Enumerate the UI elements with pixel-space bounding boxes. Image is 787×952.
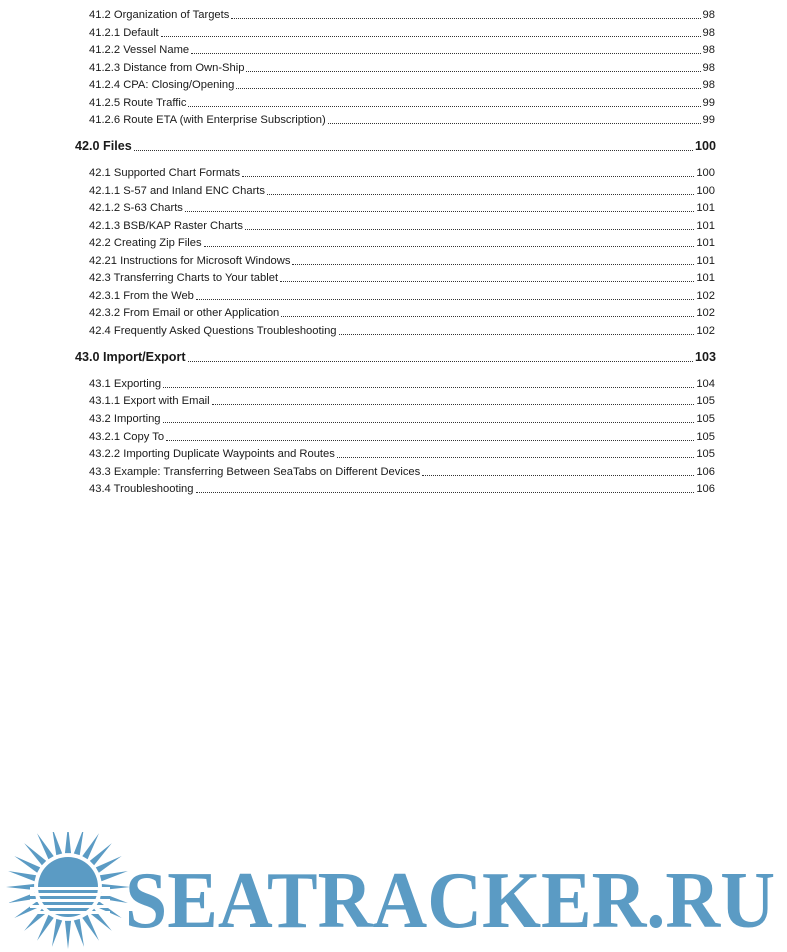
dot-leader [185, 210, 694, 212]
toc-entry[interactable] [89, 236, 715, 250]
toc-entry[interactable] [89, 289, 715, 303]
sun-ray [14, 856, 40, 873]
watermark-text: SEATRACKER.RU [125, 857, 775, 945]
toc-entry-page: 98 [702, 62, 715, 74]
toc-entry-page: 102 [696, 290, 715, 302]
toc-entry[interactable] [89, 201, 715, 215]
dot-leader [245, 228, 694, 230]
sun-ray [82, 833, 99, 859]
toc-entry-page: 105 [696, 413, 715, 425]
toc-entry-page: 101 [696, 237, 715, 249]
sun-ray [74, 919, 84, 947]
toc-entry-label: 42.1.3 BSB/KAP Raster Charts [89, 220, 244, 232]
toc-chapter-page: 100 [694, 139, 716, 153]
dot-leader [196, 491, 695, 493]
sun-ray [74, 832, 84, 855]
toc-entry-label: 42.3.2 From Email or other Application [89, 307, 280, 319]
sun-ray [37, 915, 54, 941]
toc-chapter-label: 43.0 Import/Export [75, 350, 186, 364]
toc-entry-label: 42.3 Transferring Charts to Your tablet [89, 272, 279, 284]
sun-ray [6, 884, 34, 890]
sun-ray [8, 871, 36, 881]
dot-leader [188, 105, 700, 107]
sun-ray [96, 901, 122, 918]
toc-entry[interactable] [89, 465, 715, 479]
toc-entry[interactable] [89, 78, 715, 92]
dot-leader [422, 474, 694, 476]
dot-leader [246, 70, 700, 72]
toc-entry-page: 99 [702, 97, 715, 109]
toc-entry-page: 98 [702, 44, 715, 56]
seatracker-watermark [0, 832, 787, 952]
toc-entry-label: 42.3.1 From the Web [89, 290, 194, 302]
toc-entry[interactable] [89, 271, 715, 285]
toc-entry-page: 101 [696, 272, 715, 284]
toc-entry[interactable] [89, 26, 715, 40]
dot-leader [204, 245, 695, 247]
toc-entry-label: 42.4 Frequently Asked Questions Troubleshooting [89, 325, 337, 337]
toc-entry[interactable] [89, 377, 715, 391]
toc-entry-page: 106 [696, 483, 715, 495]
toc-entry[interactable] [89, 43, 715, 57]
dot-leader [267, 193, 694, 195]
toc-entry-label: 42.1.2 S-63 Charts [89, 202, 183, 214]
toc-entry-page: 105 [696, 431, 715, 443]
toc-entry[interactable] [89, 430, 715, 444]
toc-entry[interactable] [89, 184, 715, 198]
sun-ray [100, 871, 128, 881]
seatracker-watermark-svg [0, 832, 787, 952]
sun-ray [82, 915, 99, 941]
toc-entry-page: 98 [702, 9, 715, 21]
toc-entry[interactable] [89, 394, 715, 408]
toc-entry-page: 99 [702, 114, 715, 126]
toc-entry[interactable] [89, 254, 715, 268]
toc-entry-page: 106 [696, 466, 715, 478]
toc-entry[interactable] [89, 8, 715, 22]
dot-leader [292, 263, 694, 265]
toc-entry[interactable] [89, 412, 715, 426]
sun-ray [14, 901, 40, 918]
toc-entry-page: 101 [696, 220, 715, 232]
dot-leader [188, 360, 693, 362]
toc-entry-label: 41.2.6 Route ETA (with Enterprise Subscription) [89, 114, 326, 126]
sun-ray [52, 832, 62, 855]
toc-entry-label: 41.2 Organization of Targets [89, 9, 230, 21]
toc-entry[interactable] [89, 96, 715, 110]
toc-entry-label: 42.1 Supported Chart Formats [89, 167, 241, 179]
dot-leader [163, 421, 695, 423]
toc-entry-label: 43.3 Example: Transferring Between SeaTabs on Different Devices [89, 466, 421, 478]
toc-entry-page: 98 [702, 79, 715, 91]
toc-entry-label: 43.2.1 Copy To [89, 431, 165, 443]
toc-entry-page: 105 [696, 395, 715, 407]
toc-entry[interactable] [89, 482, 715, 496]
toc-entry-label: 41.2.5 Route Traffic [89, 97, 187, 109]
dot-leader [212, 403, 695, 405]
sun-ray [65, 832, 71, 853]
toc-entry-label: 43.2 Importing [89, 413, 161, 425]
toc-chapter-heading[interactable] [75, 139, 716, 154]
dot-leader [161, 35, 701, 37]
dot-leader [281, 315, 694, 317]
toc-entry-page: 102 [696, 325, 715, 337]
toc-entry[interactable] [89, 447, 715, 461]
toc-entry-label: 41.2.2 Vessel Name [89, 44, 190, 56]
dot-leader [166, 439, 694, 441]
dot-leader [196, 298, 694, 300]
toc-entry[interactable] [89, 166, 715, 180]
toc-entry-label: 42.2 Creating Zip Files [89, 237, 202, 249]
toc-entry-label: 43.1.1 Export with Email [89, 395, 210, 407]
dot-leader [231, 17, 700, 19]
dot-leader [191, 52, 700, 54]
toc-entry[interactable] [89, 306, 715, 320]
toc-entry-label: 41.2.1 Default [89, 27, 159, 39]
toc-entry-label: 42.21 Instructions for Microsoft Windows [89, 255, 291, 267]
toc-entry-page: 105 [696, 448, 715, 460]
dot-leader [328, 122, 701, 124]
sun-ray [65, 921, 71, 949]
toc-entry-page: 102 [696, 307, 715, 319]
toc-entry[interactable] [89, 61, 715, 75]
toc-entry-label: 41.2.4 CPA: Closing/Opening [89, 79, 235, 91]
dot-leader [337, 456, 694, 458]
toc-entry-page: 104 [696, 378, 715, 390]
toc-entry-label: 42.1.1 S-57 and Inland ENC Charts [89, 185, 265, 197]
toc-chapter-label: 42.0 Files [75, 139, 132, 153]
toc-entry-page: 101 [696, 255, 715, 267]
toc-entry-page: 98 [702, 27, 715, 39]
dot-leader [339, 333, 695, 335]
sun-ray [96, 856, 122, 873]
dot-leader [280, 280, 694, 282]
dot-leader [242, 175, 694, 177]
sun-ray [52, 919, 62, 947]
toc-entry-page: 100 [696, 185, 715, 197]
dot-leader [236, 87, 700, 89]
toc-entry-label: 43.4 Troubleshooting [89, 483, 194, 495]
dot-leader [134, 149, 693, 151]
toc-entry-page: 100 [696, 167, 715, 179]
sun-icon [6, 832, 130, 949]
toc-entry-label: 43.2.2 Importing Duplicate Waypoints and Routes [89, 448, 335, 460]
toc-chapter-heading[interactable] [75, 350, 716, 365]
toc-entry-label: 43.1 Exporting [89, 378, 162, 390]
dot-leader [163, 386, 694, 388]
toc-entry[interactable] [89, 324, 715, 338]
toc-entry[interactable] [89, 113, 715, 127]
toc-chapter-page: 103 [694, 350, 716, 364]
sun-ray [37, 833, 54, 859]
toc-entry-page: 101 [696, 202, 715, 214]
toc-entry[interactable] [89, 219, 715, 233]
toc-entry-label: 41.2.3 Distance from Own-Ship [89, 62, 245, 74]
